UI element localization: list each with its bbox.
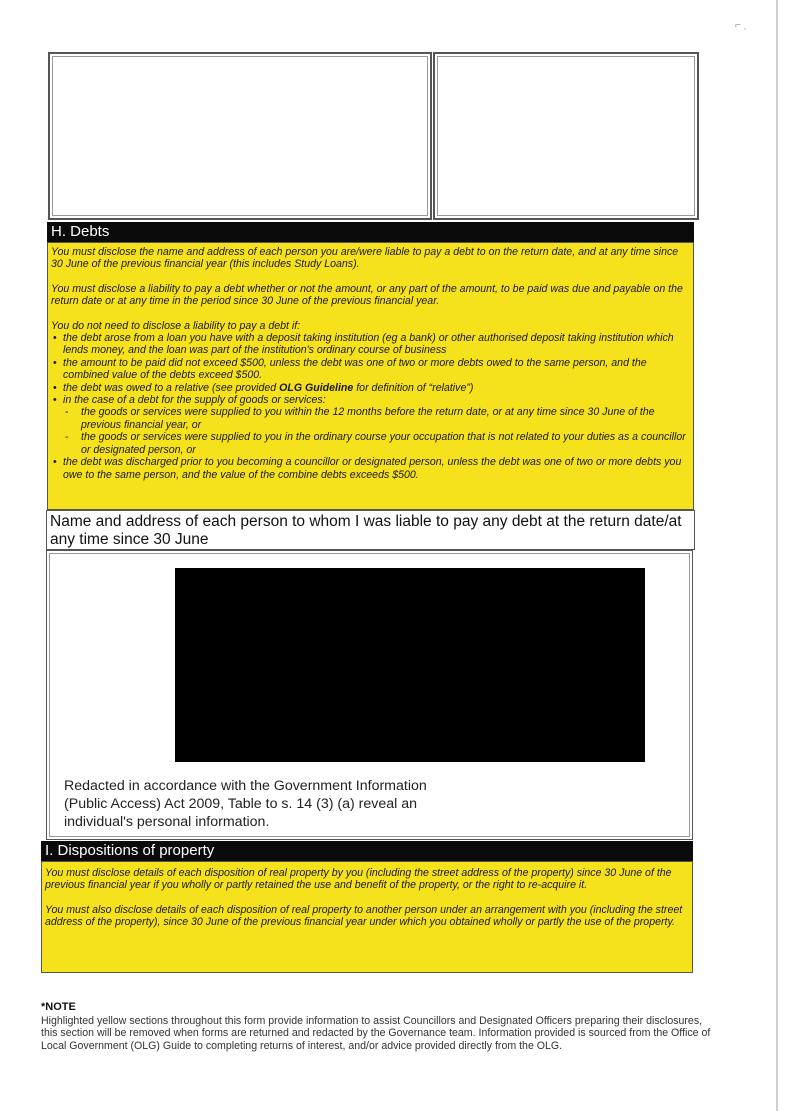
list-item: • the debt was discharged prior to you becoming a councillor or designated person, unless the debt was one of two or more debts you owe to the same person, and the value of the combine debts exceeds $500. (51, 456, 690, 481)
previous-answer-box-left[interactable] (48, 52, 432, 220)
redaction-note: Redacted in accordance with the Government Information (Public Access) Act 2009, Table to s. 14 (3) (a) reveal an individual's personal information. (64, 778, 427, 830)
guidance-paragraph-2: You must disclose a liability to pay a debt whether or not the amount, or any part of the amount, to be paid was due and payable on the return date or at any time in the period since 30 June of the previous financial year. (51, 282, 683, 308)
section-i-guidance (41, 861, 693, 973)
section-i-header: I. Dispositions of property (41, 841, 693, 861)
olg-guideline-ref: OLG Guideline (279, 381, 354, 394)
note-text: Highlighted yellow sections throughout this form provide information to assist Councillors and Designated Officers preparing their disclosures, this section will be removed when forms are returned and redacted by the Governance team. Information provided is sourced from the Office of Local Government (OLG) Guide to completing returns of interest, and/or advice provided directly from the OLG. (41, 1015, 711, 1052)
list-item: • the debt arose from a loan you have with a deposit taking institution (eg a bank) or other authorised deposit taking institution which lends money, and the loan was part of the institution's ordinary course of business (51, 332, 690, 357)
list-item: • the amount to be paid did not exceed $500, unless the debt was one of two or more debts owed to the same person, and the combined value of the debts exceed $500. (51, 357, 690, 382)
list-item-text: the debt was owed to a relative (see provided (63, 381, 280, 394)
guidance-exemptions-intro: You do not need to disclose a liability to pay a debt if: (51, 319, 301, 332)
guidance-exemptions-list (51, 332, 690, 481)
section-h-guidance (47, 242, 694, 510)
guidance-paragraph-1: You must disclose the name and address of each person you are/were liable to pay a debt to on the return date, and at any time since 30 June of the previous financial year (this includes Study Loans). (51, 246, 679, 271)
previous-answer-box-right[interactable] (433, 52, 699, 220)
guidance-paragraph-2: You must also disclose details of each disposition of real property to another person under an arrangement with you (including the street address of the property), since 30 June of the previous financial year under which you obtained wholly or partly the use of the property. (45, 903, 683, 929)
list-subitem: - the goods or services were supplied to you in the ordinary course your occupation that is not related to your duties as a councillor or designated person, or (51, 431, 690, 456)
scan-mark: ⌐ ˎ (735, 20, 747, 31)
note-title: *NOTE (41, 1001, 76, 1013)
list-subitem: - the goods or services were supplied to you within the 12 months before the return date, or at any time since 30 June of the previous financial year, or (51, 406, 690, 431)
redaction-block (175, 568, 645, 762)
list-item-text: for definition of “relative”) (353, 381, 474, 394)
list-item: • in the case of a debt for the supply of goods or services: (51, 394, 690, 406)
section-h-header: H. Debts (47, 222, 694, 242)
list-item (51, 382, 690, 394)
guidance-paragraph-1: You must disclose details of each disposition of real property by you (including the street address of the property) since 30 June of the previous financial year if you wholly or partly retained the use and benefit of the property, or the right to re-acquire it. (45, 867, 672, 892)
scan-edge (776, 0, 778, 1111)
debts-question-label: Name and address of each person to whom I was liable to pay any debt at the return date/at any time since 30 June (46, 510, 695, 550)
